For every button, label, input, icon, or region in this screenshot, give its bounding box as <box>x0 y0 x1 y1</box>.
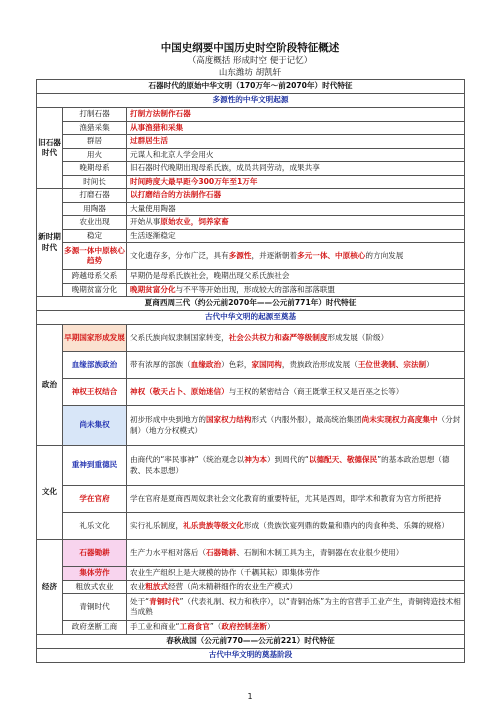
group-politics: 政治 <box>37 325 63 446</box>
row-text: 早期仍是母系氏族社会，晚期出现父系氏族社会 <box>127 270 465 284</box>
page-number: 1 <box>247 692 253 701</box>
row-label: 礼乐文化 <box>63 513 127 540</box>
document-title: 中国史纲要中国历史时空阶段特征概述 <box>160 42 340 54</box>
row-label: 集体劳作 <box>63 567 127 581</box>
row-label: 尚未集权 <box>63 406 127 446</box>
row-label: 打磨石器 <box>63 189 127 203</box>
row-label: 晚期母系 <box>63 162 127 176</box>
row-label: 用陶器 <box>63 202 127 216</box>
row-text: 文化遗存多，分布广泛，具有多源性，并逐渐朝着多元一体、中原核心的方向发展 <box>127 243 465 270</box>
row-label: 时间长 <box>63 175 127 189</box>
row-text: 大量使用陶器 <box>127 202 465 216</box>
group-culture: 文化 <box>37 446 63 540</box>
row-text: 处于“青铜时代”（代表礼制、权力和秩序），以“青铜冶炼”为主的官营手工业产生，青铜铸造技术相当成熟 <box>127 594 465 621</box>
row-text: 农业粗放式经营（尚未精耕细作的农业生产模式） <box>127 580 465 594</box>
document-subtitle: （高度概括 形成时空 便于记忆） <box>187 56 313 66</box>
row-text: 手工业和商业“工商食官”（政府控制垄断） <box>127 621 465 635</box>
history-summary-table <box>36 79 465 663</box>
group-old-stone: 旧石器时代 <box>37 108 63 189</box>
row-label: 学在官府 <box>63 486 127 513</box>
group-new-stone: 新时期时代 <box>37 189 63 297</box>
row-text: 打制方法制作石器 <box>127 108 465 122</box>
row-label: 跨越母系父系 <box>63 270 127 284</box>
row-label: 政府垄断工商 <box>63 621 127 635</box>
row-label: 群居 <box>63 135 127 149</box>
row-text: 带有浓厚的部族（血缘政治）色彩，家国同构，贵族政治形成发展（王位世袭制、宗法制） <box>127 352 465 379</box>
row-label: 神权王权结合 <box>63 379 127 406</box>
row-text: 开始从事原始农业，饲养家畜 <box>127 216 465 230</box>
row-text: 以打磨结合的方法制作石器 <box>127 189 465 203</box>
section-band-paleo: 多源性的中华文明起源 <box>37 94 465 108</box>
row-label: 多源一体中原核心趋势 <box>63 243 127 270</box>
row-label: 粗放式农业 <box>63 580 127 594</box>
section-header-chunqiu: 春秋战国（公元前770——公元前221）时代特征 <box>37 634 465 648</box>
group-economy: 经济 <box>37 540 63 635</box>
row-label: 打制石器 <box>63 108 127 122</box>
row-text: 生活逐渐稳定 <box>127 229 465 243</box>
row-text: 晚期贫富分化与不平等开始出现，形成较大的部落和部落联盟 <box>127 283 465 297</box>
section-band-xia: 古代中华文明的起源至奠基 <box>37 311 465 325</box>
row-text: 实行礼乐制度，礼乐贵族等级文化形成（贵族饮宴列鼎的数量和鼎内的肉食种类、乐舞的规格） <box>127 513 465 540</box>
row-text: 过群居生活 <box>127 135 465 149</box>
section-band-chunqiu: 古代中华文明的奠基阶段 <box>37 648 465 662</box>
row-label: 农业出现 <box>63 216 127 230</box>
row-label: 石器锄耕 <box>63 540 127 567</box>
row-label: 重神到重德民 <box>63 446 127 486</box>
row-text: 农业生产组织上是大规模的协作（千耦其耘）即集体劳作 <box>127 567 465 581</box>
row-label: 晚期贫富分化 <box>63 283 127 297</box>
row-text: 从事渔猎和采集 <box>127 121 465 135</box>
row-text: 生产力水平相对落后（石器锄耕、石制和木制工具为主，青铜器在农业很少使用） <box>127 540 465 567</box>
row-text: 学在官府是夏商西周奴隶社会文化教育的重要特征，尤其是西周，即学术和教育为官方所把持 <box>127 486 465 513</box>
row-text: 时间跨度大最早距今300万年至1万年 <box>127 175 465 189</box>
row-text: 旧石器时代晚期出现母系氏族，成员共同劳动，成果共享 <box>127 162 465 176</box>
document-author: 山东潍坊 胡凯轩 <box>218 68 282 78</box>
row-text: 由商代的“率民事神”（统治观念以神为本）到周代的“以德配天、敬德保民”的基本政治思想（德教、民本思想） <box>127 446 465 486</box>
row-label: 青铜时代 <box>63 594 127 621</box>
row-text: 神权（敬天占卜、原始迷信）与王权的紧密结合（商王既掌王权又是百巫之长等） <box>127 379 465 406</box>
section-header-paleo: 石器时代的原始中华文明（170万年～前2070年）时代特征 <box>37 80 465 94</box>
row-text: 父系氏族向奴隶制国家转变，社会公共权力和森严等级制度形成发展（阶级） <box>127 325 465 352</box>
row-label: 血缘部族政治 <box>63 352 127 379</box>
row-text: 元谋人和北京人学会用火 <box>127 148 465 162</box>
row-text: 初步形成中央到地方的国家权力结构形式（内服外服），最高统治集团尚未实现权力高度集中（分封制）（地方分权模式） <box>127 406 465 446</box>
row-label: 用火 <box>63 148 127 162</box>
section-header-xia: 夏商西周三代（约公元前2070年——公元前771年）时代特征 <box>37 297 465 311</box>
row-label: 早期国家形成发展 <box>63 325 127 352</box>
row-label: 稳定 <box>63 229 127 243</box>
row-label: 渔猎采集 <box>63 121 127 135</box>
